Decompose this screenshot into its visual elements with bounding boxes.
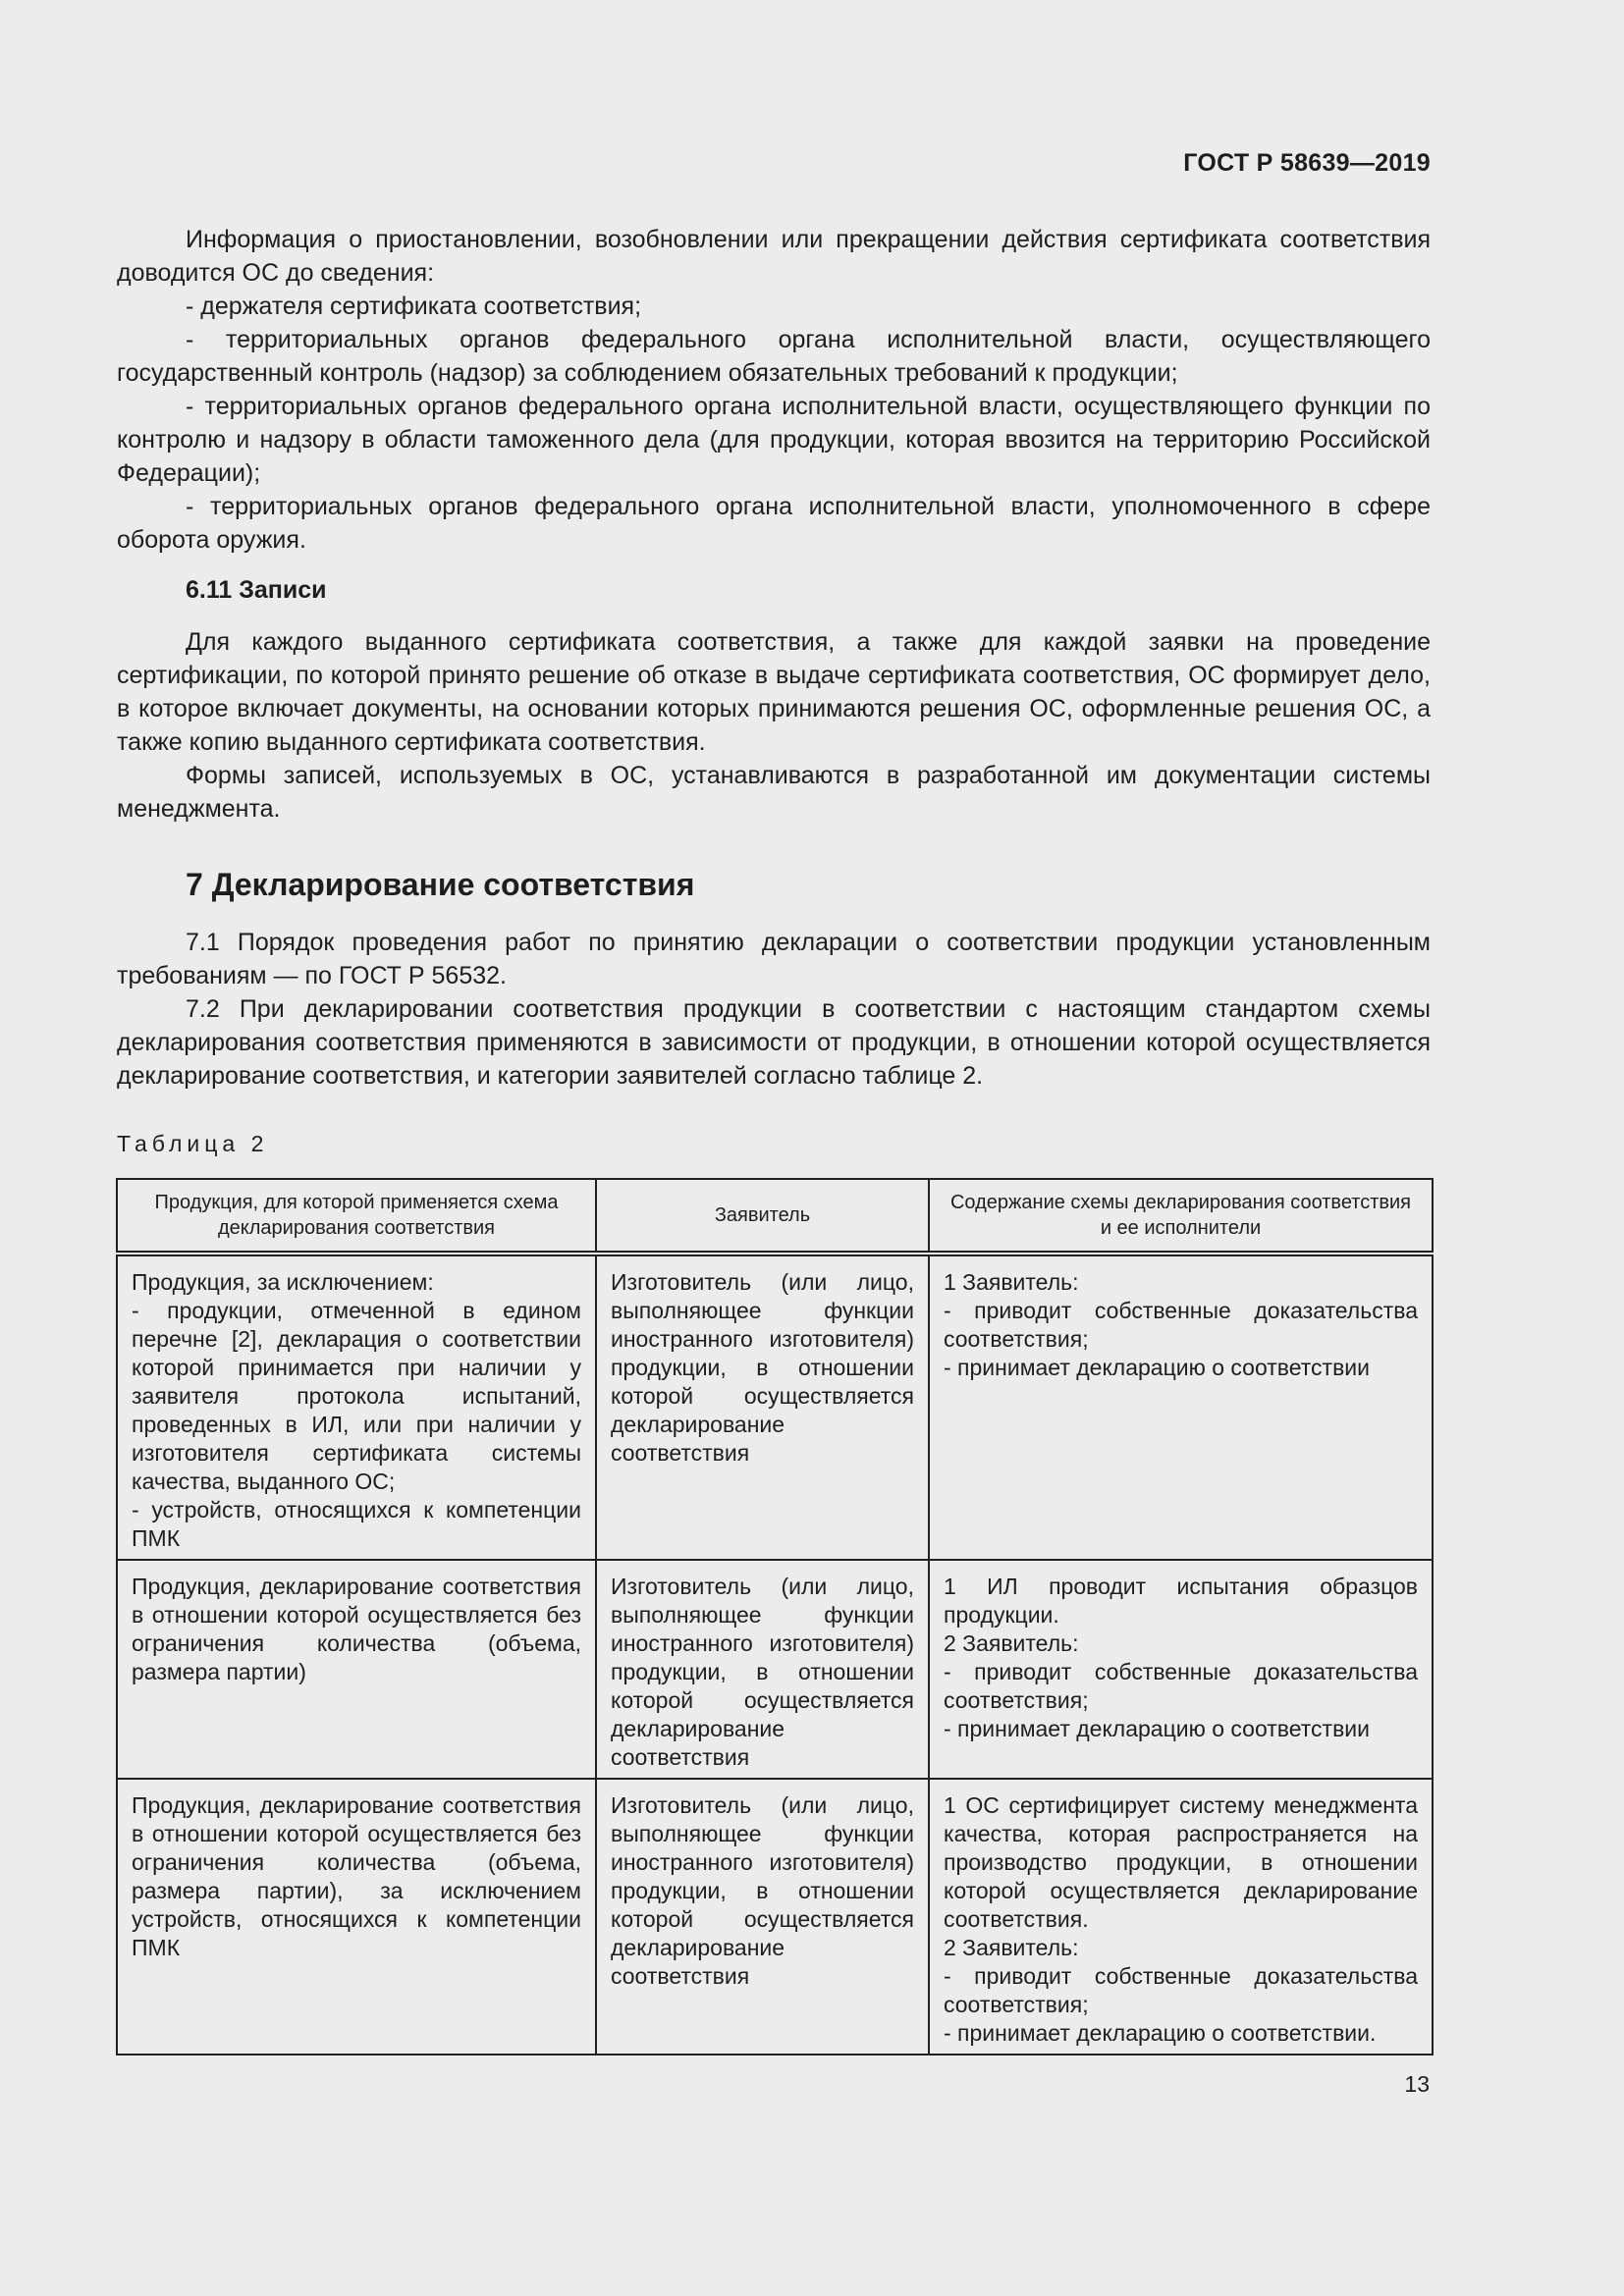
product-cell [117,1779,596,2055]
table-header-row [117,1179,1433,1254]
records-block [117,625,1431,826]
subsection-title: 6.11 Записи [186,576,327,604]
cell-line: - устройств, относящихся к компетенции ПМК [132,1497,581,1551]
product-cell [117,1254,596,1560]
applicant-cell: Изготовитель (или лицо, выполняющее функции иностранного изготовителя) продукции, в отношении которой осуществляется декларирование соответствия [596,1254,929,1560]
section-title: 7 Декларирование соответствия [186,867,695,902]
declaration-paragraph: 7.2 При декларировании соответствия продукции в соответствии с настоящим стандартом схемы декларирования соответствия применяются в зависимости от продукции, в отношении которой осуществляется декларирование соответствия, и категории заявителей согласно таблице 2. [117,995,1431,1090]
table-header-cell: Содержание схемы декларирования соответствия и ее исполнители [929,1179,1433,1254]
cell-line: 1 ИЛ проводит испытания образцов продукции. [944,1574,1418,1628]
cell-line: - принимает декларацию о соответствии [944,1355,1371,1380]
table-row [117,1779,1433,2055]
records-paragraph: Формы записей, используемых в ОС, устанавливаются в разработанной им документации системы менеджмента. [117,762,1431,823]
cell-line: Продукция, за исключением: [132,1269,434,1295]
content-cell [929,1779,1433,2055]
intro-list-item: - территориальных органов федерального органа исполнительной власти, уполномоченного в сфере оборота оружия. [117,493,1431,554]
table-row [117,1254,1433,1560]
intro-block [117,223,1431,557]
content-cell [929,1560,1433,1779]
declaration-schemes-table [116,1178,1434,2056]
cell-line: - принимает декларацию о соответствии. [944,2020,1377,2046]
cell-line: - продукции, отмеченной в едином перечне [2], декларация о соответствии которой принимается при наличии у заявителя протокола испытаний, проведенных в ИЛ, или при наличии у изготовителя сертификата системы качества, выданного ОС; [132,1298,581,1494]
cell-line: 2 Заявитель: [944,1630,1079,1656]
intro-list-item: - держателя сертификата соответствия; [186,293,642,320]
declaration-paragraph: 7.1 Порядок проведения работ по принятию декларации о соответствии продукции установленным требованиям — по ГОСТ Р 56532. [117,929,1431,989]
table-row [117,1560,1433,1779]
cell-line: - приводит собственные доказательства соответствия; [944,1659,1418,1713]
intro-paragraph: Информация о приостановлении, возобновлении или прекращении действия сертификата соответствия доводится ОС до сведения: [117,226,1431,287]
intro-list-item: - территориальных органов федерального органа исполнительной власти, осуществляющего функции по контролю и надзору в области таможенного дела (для продукции, которая ввозится на территорию Российской Федерации); [117,393,1431,487]
table-header-cell: Продукция, для которой применяется схема декларирования соответствия [117,1179,596,1254]
cell-line: Продукция, декларирование соответствия в отношении которой осуществляется без ограничения количества (объема, размера партии) [132,1574,581,1684]
content-cell [929,1254,1433,1560]
cell-line: 1 Заявитель: [944,1269,1079,1295]
cell-line: - приводит собственные доказательства соответствия; [944,1963,1418,2017]
cell-line: Продукция, декларирование соответствия в отношении которой осуществляется без ограничения количества (объема, размера партии), за исключением устройств, относящихся к компетенции ПМК [132,1792,581,1960]
table-caption: Таблица 2 [117,1131,269,1156]
records-paragraph: Для каждого выданного сертификата соответствия, а также для каждой заявки на проведение сертификации, по которой принято решение об отказе в выдаче сертификата соответствия, ОС формирует дело, в которое включает документы, на основании которых принимаются решения ОС, оформленные решения ОС, а также копию выданного сертификата соответствия. [117,628,1431,756]
cell-line: 1 ОС сертифицирует систему менеджмента качества, которая распространяется на производство продукции, в отношении которой осуществляется декларирование соответствия. [944,1792,1418,1932]
standard-header: ГОСТ Р 58639—2019 [1183,149,1431,177]
cell-line: 2 Заявитель: [944,1935,1079,1960]
declaration-block [117,926,1431,1093]
applicant-cell: Изготовитель (или лицо, выполняющее функции иностранного изготовителя) продукции, в отношении которой осуществляется декларирование соответствия [596,1779,929,2055]
applicant-cell: Изготовитель (или лицо, выполняющее функции иностранного изготовителя) продукции, в отношении которой осуществляется декларирование соответствия [596,1560,929,1779]
cell-line: - приводит собственные доказательства соответствия; [944,1298,1418,1352]
table-header-cell: Заявитель [596,1179,929,1254]
cell-line: - принимает декларацию о соответствии [944,1716,1371,1741]
page-number: 13 [1404,2071,1430,2097]
intro-list-item: - территориальных органов федерального органа исполнительной власти, осуществляющего государственный контроль (надзор) за соблюдением обязательных требований к продукции; [117,326,1431,387]
product-cell [117,1560,596,1779]
